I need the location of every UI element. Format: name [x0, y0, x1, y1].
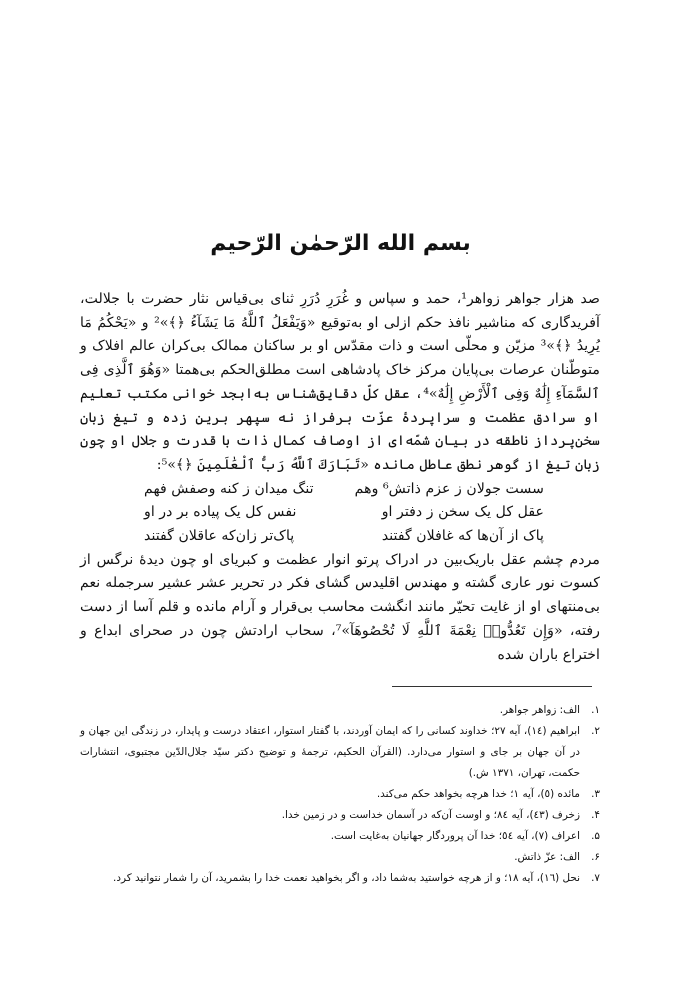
- footnote-number: ۲.: [591, 725, 600, 737]
- footnote-text: مائده (٥)، آیه ١؛ خدا هرچه بخواهد حکم می‌کند.: [376, 788, 580, 800]
- footnote: [80, 826, 600, 847]
- poem-hemistich-first: سست جولان ز عزم ذاتش⁶ وهم: [354, 480, 544, 497]
- main-text: [80, 288, 600, 667]
- poem-couplet: [80, 478, 600, 502]
- poem-hemistich-second: نفس کل یک پیاده بر در او: [144, 504, 297, 521]
- footnotes: [80, 700, 600, 889]
- footnote: [80, 847, 600, 868]
- footnote-number: ۷.: [591, 872, 600, 884]
- poem-hemistich-second: پاک‌تر زان‌که عاقلان گفتند: [144, 528, 295, 545]
- footnote-number: ۳.: [591, 788, 600, 800]
- footnote-number: ۶.: [591, 851, 600, 863]
- footnote-text: ابراهیم (١٤)، آیه ٢٧؛ خداوند کسانی را که ایمان آوردند، با گفتار استوار، اعتقاد درست و پایدار، در زندگی این جهان و در آن جهان بر جای و استوار می‌دارد. (القرآن الحکیم، ترجمهٔ و توضیح دکتر سیّد جلال‌الدّین مجتبوی، انتشارات حکمت، تهران، ١٣٧١ ش.): [80, 725, 580, 779]
- paragraph-2: مردم چشم عقل باریک‌بین در ادراک پرتو انوار عظمت و کبریای او چون دیدهٔ نرگس از کسوت نور عاری گشته و مهندس اقلیدس گشای فکر در تحریر عشر عشیر سرجمله نعم بی‌منتهای او از غایت تحیّر مانند انگشت محاسب بی‌قرار و آرام مانده و قلم آسا از دست رفته، «وَإِن تَعُدُّوا۟ نِعْمَةَ ٱللَّهِ لَا تُحْصُوهَآ»⁷، سحاب ارادتش چون در صحرای ابداع و اختراع باران شده: [80, 551, 600, 663]
- footnote: [80, 700, 600, 721]
- poem-couplet: [80, 525, 600, 549]
- poem-hemistich-first: پاک از آن‌ها که غافلان گفتند: [381, 528, 544, 545]
- footnote-text: الف: زواهر جواهر.: [499, 704, 580, 716]
- footnote: [80, 805, 600, 826]
- footnote-text: نحل (١٦)، آیه ١٨؛ و از هرچه خواستید به‌شما داد، و اگر بخواهید نعمت خدا را بشمرید، آن را شمار نتوانید کرد.: [113, 872, 580, 884]
- footnote: [80, 868, 600, 889]
- poem-hemistich-first: عقل کل یک سخن ز دفتر او: [381, 504, 544, 521]
- footnote-text: اعراف (٧)، آیه ٥٤؛ خدا آن پروردگار جهانیان به‌غایت است.: [330, 830, 580, 842]
- poem-hemistich-second: تنگ میدان ز کنه وصفش فهم: [144, 480, 314, 497]
- footnote-number: ۵.: [591, 830, 600, 842]
- footnote-text: زخرف (٤٣)، آیه ٨٤؛ و اوست آن‌که در آسمان خداست و در زمین خدا.: [281, 809, 580, 821]
- paragraph-1: صد هزار جواهر زواهر¹، حمد و سپاس و غُرَرِ دُرَرِ ثنای بی‌قیاس نثار حضرت با جلالت، آفریدگاری که مناشیر نافذ حکم ازلی او به‌توقیع «وَيَفْعَلُ ٱللَّهُ مَا يَشَآءُ ﴿﴾»² و «يَحْكُمُ مَا يُرِيدُ ﴿﴾»³ مزیّن و محلّی است و ذات مقدّس او بر ساکنان ممالک بی‌کران عالم افلاک و متوطّنان عرصات بی‌پایان مرکز خاک پادشاهی است مطلق‌الحکم بی‌همتا «وَهُوَ ٱلَّذِى فِى ٱلسَّمَآءِ إِلَٰهٌ وَفِى ٱلْأَرْضِ إِلَٰهٌ»⁴، عقل کلّ دقایق‌شناس به‌ابجد خوانی مکتب تعلیم او سرادق عظمت و سراپردهٔ عزّت برفراز نه سپهر برین زده و تیغ زبان سخن‌پرداز ناطقه در بیان شمّه‌ای از اوصاف کمال ذات با قدرت و جلال او چون زبان تیغ از گوهر نطق عاطل مانده «تَبَارَكَ ٱللَّهُ رَبُّ ٱلْعَٰلَمِينَ ﴿﴾»⁵:: [80, 291, 600, 473]
- footnote-number: ۴.: [591, 809, 600, 821]
- poem-couplet: [80, 501, 600, 525]
- page-title: بسم الله الرّحمٰن الرّحیم: [210, 231, 471, 256]
- footnote-divider: [392, 686, 592, 687]
- poem: [80, 478, 600, 549]
- footnote-number: ۱.: [591, 704, 600, 716]
- footnote: [80, 784, 600, 805]
- footnote-text: الف: عزّ ذاتش.: [514, 851, 580, 863]
- footnote: [80, 721, 600, 784]
